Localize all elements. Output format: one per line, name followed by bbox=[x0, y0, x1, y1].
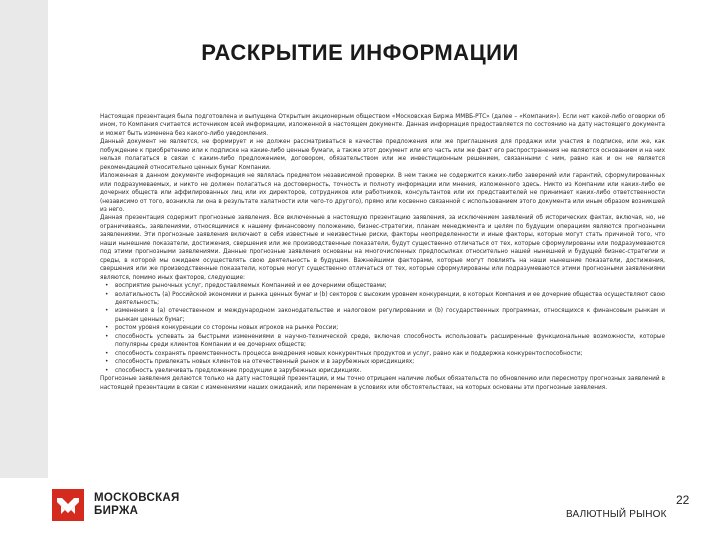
disclaimer-body bbox=[100, 113, 665, 392]
logo-line-2: БИРЖА bbox=[94, 505, 139, 517]
logo-line-1: МОСКОВСКАЯ bbox=[94, 492, 180, 504]
risk-factor-item: • ростом уровня конкуренции со стороны новых игроков на рынке России; bbox=[100, 324, 665, 332]
risk-factor-list bbox=[100, 282, 665, 375]
disclaimer-paragraph: Данная презентация содержит прогнозные заявления. Все включенные в настоящую презентацию заявления, за исключением заявлений об исторических фактах, включая, но, не ограничиваясь, заявлениями, относящимися к нашему финансовому положению, бизнес-стратегии, планам менеджмента и целям по будущим операциям являются прогнозными заявлениями. Эти прогнозные заявления включают в себя известные и неизвестные риски, факторы неопределенности и иные факторы, которые могут стать причиной того, что наши нынешние показатели, достижения, свершения или же производственные показатели, будут существенно отличаться от тех, которые сформулированы или подразумеваются под этими прогнозными заявлениями. Данные прогнозные заявления основаны на многочисленных предпосылках относительно нашей нынешней и будущей бизнес-стратегии и среды, в которой мы ожидаем осуществлять свою деятельность в будущем. Важнейшими факторами, которые могут повлиять на наши нынешние показатели, достижения, свершения или же производственные показатели, которые могут существенно отличаться от тех, которые сформулированы или подразумеваются этими прогнозными заявлениями являются, помимо иных факторов, следующие: bbox=[100, 215, 665, 281]
page-number: 22 bbox=[676, 493, 690, 507]
risk-factor-item: • способность сохранять преемственность процесса внедрения новых конкурентных продуктов и услуг, равно как и поддержка конкурентоспособности; bbox=[100, 350, 665, 358]
moscow-exchange-logo bbox=[52, 485, 180, 525]
risk-factor-item: • восприятие рыночных услуг, предоставляемых Компанией и ее дочерними обществами; bbox=[100, 282, 665, 290]
disclaimer-paragraph: Данный документ не является, не формирует и не должен рассматриваться в качестве предложения или же приглашения для продажи или участия в подписке, или же, как побуждение к приобретению или к подписке на какие-либо ценные бумаги, а также этот документ или его часть или же факт его распространения не являются основанием и на них нельзя полагаться в связи с каким-либо предложением, договором, обязательством или же инвестиционным решением, связанными с ним, равно как и он не является рекомендацией относительно ценных бумаг Компании. bbox=[100, 139, 665, 171]
risk-factor-item: • волатильность (а) Российской экономики и рынка ценных бумаг и (b) секторов с высоким уровнем конкуренции, в которых Компания и ее дочерние общества осуществляют свою деятельность; bbox=[100, 291, 665, 308]
market-label: ВАЛЮТНЫЙ РЫНОК bbox=[566, 509, 667, 520]
logo-wordmark bbox=[94, 492, 180, 518]
risk-factor-item: • способность увеличивать предложение продукции в зарубежных юрисдикциях. bbox=[100, 367, 665, 375]
slide-title: РАСКРЫТИЕ ИНФОРМАЦИИ bbox=[201, 40, 519, 65]
logo-mark-icon bbox=[52, 489, 84, 521]
risk-factor-item: • способность привлекать новых клиентов на отечественный рынок и в зарубежных юрисдикциях; bbox=[100, 358, 665, 366]
risk-factor-item: • способность успевать за быстрыми изменениями в научно-технической среде, включая способность использовать расширенные функциональные возможности, которые популярны среди клиентов Компании и ее дочерних обществ; bbox=[100, 333, 665, 350]
closing-paragraph: Прогнозные заявления делаются только на дату настоящей презентации, и мы точно отрицаем наличие любых обязательств по обновлению или пересмотру прогнозных заявлений в настоящей презентации в связи с изменениями наших ожиданий, или переменам в условиях или обстоятельствах, на которых основаны эти прогнозные заявления. bbox=[100, 376, 665, 391]
disclaimer-paragraph: Настоящая презентация была подготовлена и выпущена Открытым акционерным обществом «Московская Биржа ММВБ-РТС» (далее – «Компания»). Если нет какой-либо оговорки об ином, то Компания считается источником всей информации, изложенной в настоящем документе. Данная информация предоставляется по состоянию на дату настоящего документа и может быть изменена без какого-либо уведомления. bbox=[100, 114, 665, 137]
left-sidebar-band bbox=[0, 0, 48, 478]
disclaimer-paragraph: Изложенная в данном документе информация не являлась предметом независимой проверки. В нем также не содержится каких-либо заверений или гарантий, сформулированных или подразумеваемых, и никто не должен полагаться на достоверность, точность и полноту информации или мнения, изложенного здесь. Никто из Компании или каких-либо ее дочерних обществ или аффилированных лиц или их директоров, сотрудников или работников, консультантов или их представителей не принимает каких-либо ответственности (независимо от того, возникла ли она в результате халатности или чего-то другого), прямо или косвенно связанной с использованием этого документа или иным образом возникшей из него. bbox=[100, 173, 665, 213]
risk-factor-item: • изменения в (а) отечественном и международном законодательстве и налоговом регулировании и (b) государственных программах, относящихся к финансовым рынкам и рынкам ценных бумаг; bbox=[100, 307, 665, 324]
